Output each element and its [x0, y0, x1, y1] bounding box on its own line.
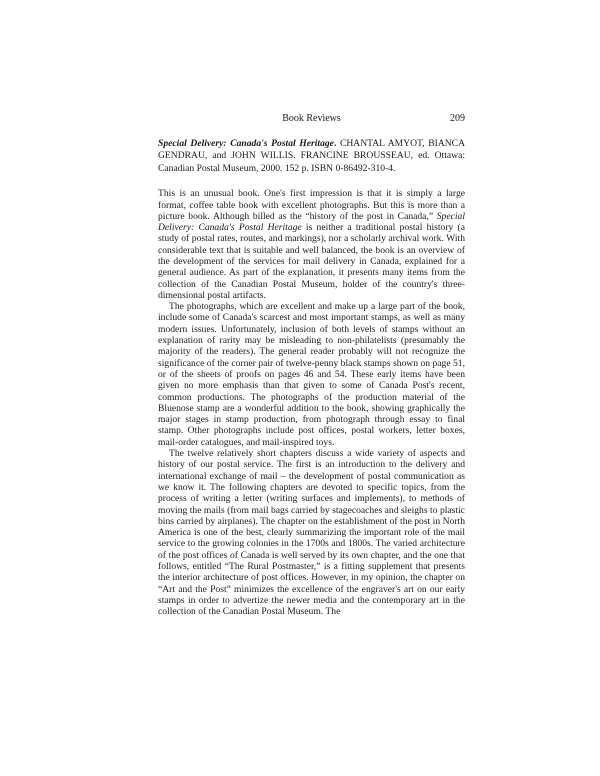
document-page: [158, 112, 465, 618]
review-body: [158, 188, 465, 617]
paragraph-1-text-before: This is an unusual book. One's first impression is that it is simply a large format, coffee table book with excellent photographs. But this is more than a picture book. Although billed as the “history of the post in Canada,”: [158, 188, 465, 222]
book-title: Special Delivery: Canada's Postal Heritage: [158, 138, 334, 149]
book-citation: [158, 138, 465, 175]
paragraph-1-book-title: Special Delivery: Canada's Postal Heritage: [158, 210, 465, 234]
review-paragraph-1: [158, 188, 465, 301]
page-number: 209: [450, 113, 465, 124]
review-paragraph-3: The twelve relatively short chapters discuss a wide variety of aspects and history of our postal service. The first is an introduction to the delivery and international exchange of mail – the development of postal communication as we know it. The following chapters are devoted to specific topics, from the process of writing a letter (writing surfaces and implements), to methods of moving the mails (from mail bags carried by stagecoaches and sleighs to plastic bins carried by airplanes). The chapter on the establishment of the post in North America is one of the best, clearly summarizing the important role of the mail service to the growing colonies in the 1700s and 1800s. The varied architecture of the post offices of Canada is well served by its own chapter, and the one that follows, entitled “The Rural Postmaster,” is a fitting supplement that presents the interior architecture of post offices. However, in my opinion, the chapter on “Art and the Post” minimizes the excellence of the engraver's art on our early stamps in order to advertize the newer media and the contemporary art in the collection of the Canadian Postal Museum. The: [158, 448, 465, 618]
running-header: [158, 112, 465, 126]
paragraph-1-text-after: is neither a traditional postal history (a study of postal rates, routes, and markings), nor a scholarly archival work. With considerable text that is suitable and well balanced, the book is an overview of the development of the services for mail delivery in Canada, explained for a general audience. As part of the explanation, it presents many items from the collection of the Canadian Postal Museum, holder of the country's three-dimensional postal artifacts.: [158, 222, 465, 301]
running-title: Book Reviews: [282, 113, 341, 124]
citation-details: CHANTAL AMYOT, BIANCA GENDRAU, and JOHN WILLIS. FRANCINE BROUSSEAU, ed. Ottawa: Canadian Postal Museum, 2000. 152 p. ISBN 0-86492-310-4.: [158, 138, 465, 174]
review-paragraph-2: The photographs, which are excellent and make up a large part of the book, include some of Canada's scarcest and most important stamps, as well as many modern issues. Unfortunately, inclusion of both levels of stamps without an explanation of rarity may be misleading to non-philatelists (presumably the majority of the readers). The general reader probably will not recognize the significance of the corner pair of twelve-penny black stamps shown on page 51, or of the sheets of proofs on pages 46 and 54. These early items have been given no more emphasis than that given to some of Canada Post's recent, common productions. The photographs of the production material of the Bluenose stamp are a wonderful addition to the book, showing graphically the major stages in stamp production, from photograph through essay to final stamp. Other photographs include post offices, postal workers, letter boxes, mail-order catalogues, and mail-inspired toys.: [158, 301, 465, 448]
book-title-period: .: [333, 138, 337, 149]
